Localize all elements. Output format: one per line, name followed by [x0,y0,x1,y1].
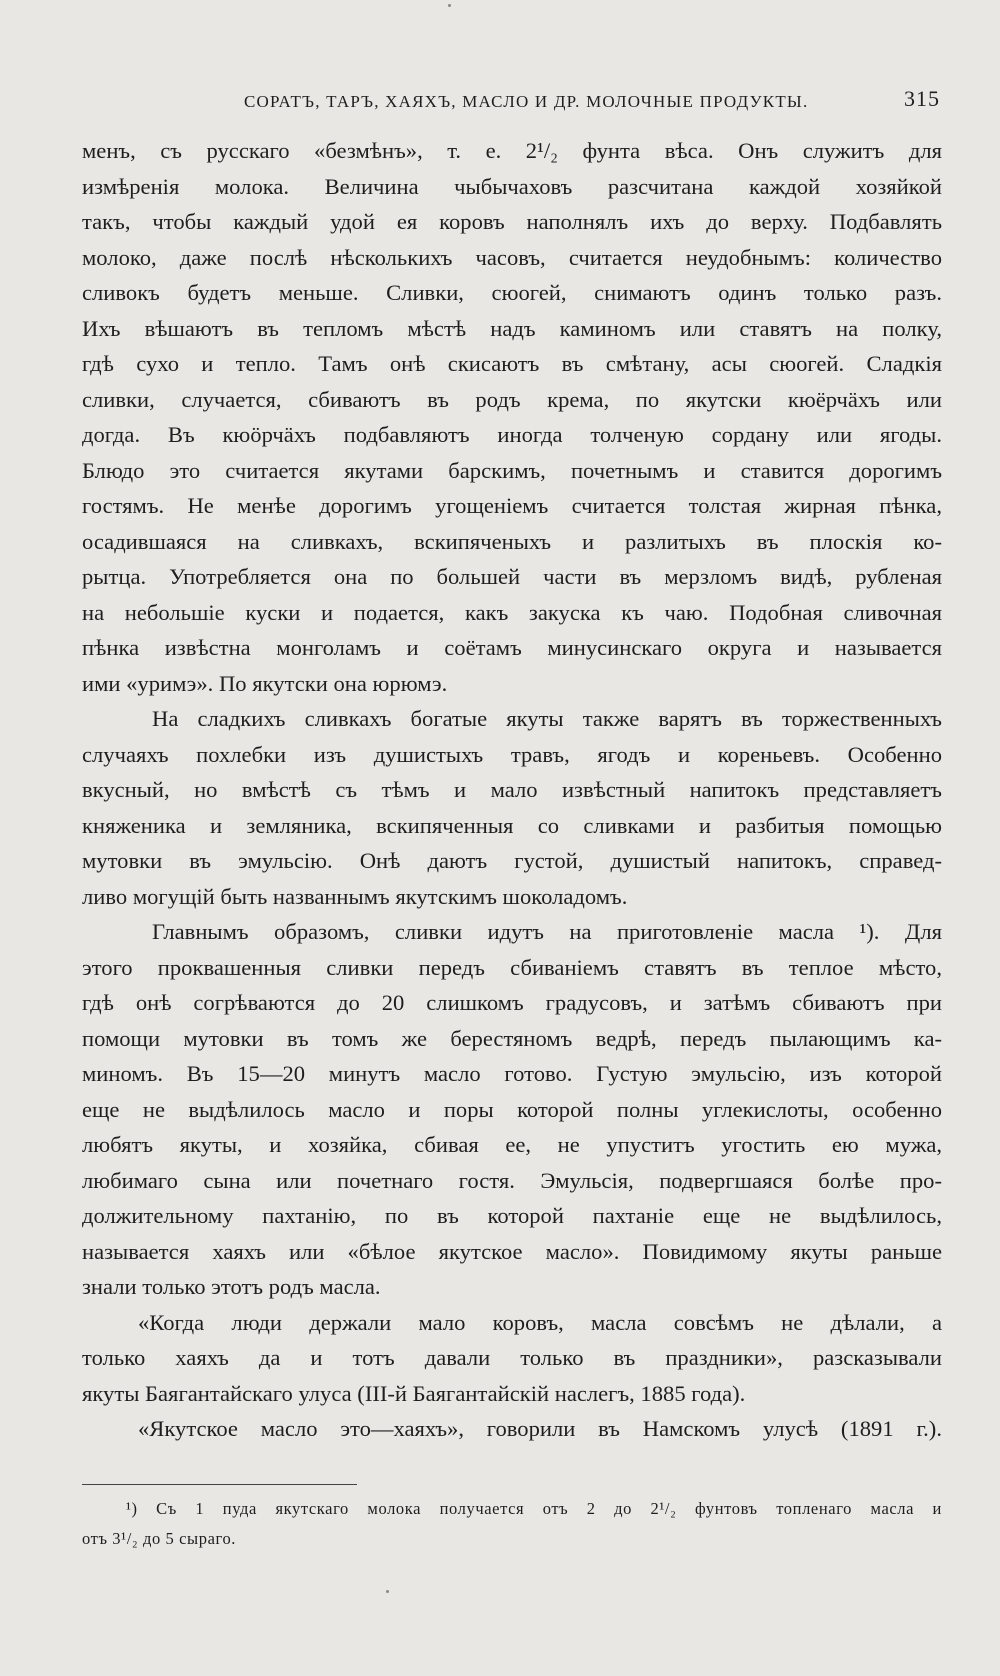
text-line: называется хаяхъ или «бѣлое якутское масло». Повидимому якуты раньше [82,1238,942,1264]
text-line: На сладкихъ сливкахъ богатые якуты также варятъ въ торжественныхъ [152,706,942,731]
text-line: ливо могущій быть названнымъ якутскимъ шоколадомъ. [82,883,628,909]
text-line: только хаяхъ да и тотъ давали только въ праздники», разсказывали [82,1345,942,1370]
text-line: пѣнка извѣстна монголамъ и соётамъ минусинскаго округа и называется [82,635,942,660]
text-line: осадившаяся на сливкахъ, вскипяченыхъ и разлитыхъ въ плоскія ко- [82,528,942,554]
running-head: СОРАТЪ, ТАРЪ, ХАЯХЪ, МАСЛО И ДР. МОЛОЧНЫЕ ПРОДУКТЫ. [244,92,809,111]
text-line: знали только этотъ родъ масла. [82,1274,381,1299]
text-line: «Когда люди держали мало коровъ, масла совсѣмъ не дѣлали, а [138,1309,942,1335]
text-line: догда. Въ кюöрчäхъ подбавляютъ иногда толченую сордану или ягоды. [82,422,942,447]
page-header [82,86,942,116]
text-line: сливки, случается, сбиваютъ въ родъ крема, по якутски кюёрчäхъ или [82,386,942,412]
text-line: на небольшіе куски и подается, какъ закуска къ чаю. Подобная сливочная [82,599,942,625]
footnote-line: ¹) Съ 1 пуда якутскаго молока получается отъ 2 до 2¹/₂ фунтовъ топленаго масла и [126,1499,942,1518]
text-line: случаяхъ похлебки изъ душистыхъ травъ, ягодъ и кореньевъ. Особенно [82,741,942,767]
text-line: этого проквашенныя сливки передъ сбиваніемъ ставятъ въ теплое мѣсто, [82,954,942,980]
text-line: вкусный, но вмѣстѣ съ тѣмъ и мало извѣстный напитокъ представляетъ [82,777,942,802]
text-line: измѣренія молока. Величина чыбычаховъ разсчитана каждой хозяйкой [82,173,942,199]
text-line: должительному пахтанію, по въ которой пахтаніе еще не выдѣлилось, [82,1203,942,1228]
paper-speck [386,1590,389,1593]
text-line: «Якутское масло это—хаяхъ», говорили въ Намскомъ улусѣ (1891 г.). [138,1416,942,1441]
text-line: менъ, съ русскаго «безмѣнъ», т. е. 2¹/₂ фунта вѣса. Онъ служитъ для [82,138,942,163]
footnote-line: отъ 3¹/₂ до 5 сыраго. [82,1529,237,1548]
text-line: любимаго сына или почетнаго гостя. Эмульсія, подвергшаяся болѣе про- [82,1167,942,1193]
text-line: гостямъ. Не менѣе дорогимъ угощеніемъ считается толстая жирная пѣнка, [82,493,942,518]
footnote-divider [82,1484,357,1485]
text-line: рытца. Употребляется она по большей части въ мерзломъ видѣ, рубленая [82,564,942,589]
text-line: любятъ якуты, и хозяйка, сбивая ее, не упуститъ угостить ею мужа, [82,1132,942,1157]
text-line: якуты Баягантайскаго улуса (III-й Баягантайскій наслегъ, 1885 года). [82,1380,746,1406]
footnote [82,1494,942,1554]
text-line: Главнымъ образомъ, сливки идутъ на приготовленіе масла ¹). Для [152,919,942,944]
text-line: молоко, даже послѣ нѣсколькихъ часовъ, считается неудобнымъ: количество [82,244,942,270]
text-line: мутовки въ эмульсію. Онѣ даютъ густой, душистый напитокъ, справед- [82,848,942,873]
text-line: княженика и земляника, вскипяченныя со сливками и разбитыя помощью [82,812,942,838]
text-line: Блюдо это считается якутами барскимъ, почетнымъ и ставится дорогимъ [82,457,942,483]
body-text [82,133,942,1447]
paper-speck [448,4,451,7]
text-line: сливокъ будетъ меньше. Сливки, сюогей, снимаютъ одинъ только разъ. [82,280,942,305]
text-line: ими «уримэ». По якутски она юрюмэ. [82,670,448,696]
text-line: гдѣ онѣ согрѣваются до 20 слишкомъ градусовъ, и затѣмъ сбиваютъ при [82,990,942,1015]
page-number: 315 [904,86,940,111]
text-line: такъ, чтобы каждый удой ея коровъ наполнялъ ихъ до верху. Подбавлять [82,209,942,234]
text-line: Ихъ вѣшаютъ въ тепломъ мѣстѣ надъ каминомъ или ставятъ на полку, [82,315,942,341]
text-line: гдѣ сухо и тепло. Тамъ онѣ скисаютъ въ смѣтану, асы сюогей. Сладкія [82,351,942,376]
text-line: помощи мутовки въ томъ же берестяномъ ведрѣ, передъ пылающимъ ка- [82,1025,942,1051]
text-line: миномъ. Въ 15—20 минутъ масло готово. Густую эмульсію, изъ которой [82,1061,942,1086]
text-line: еще не выдѣлилось масло и поры которой полны углекислоты, особенно [82,1096,942,1122]
